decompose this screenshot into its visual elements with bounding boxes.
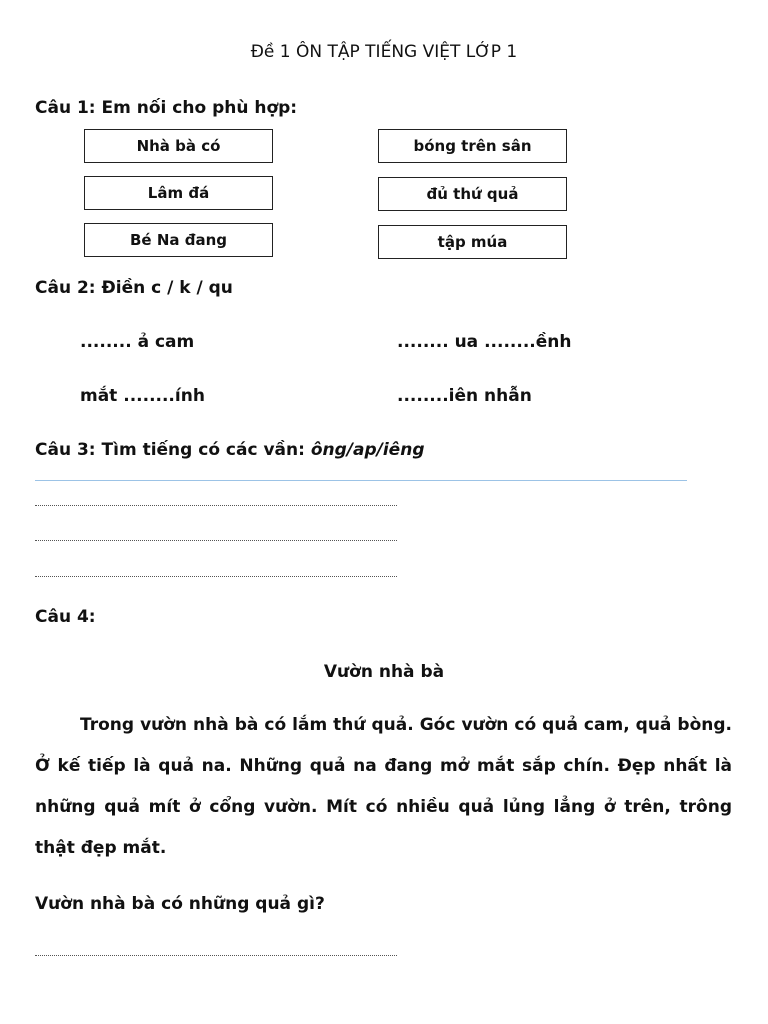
match-right-box-3: tập múa bbox=[378, 225, 567, 259]
story-title: Vườn nhà bà bbox=[323, 662, 445, 682]
question-2-label: Câu 2: Điền c / k / qu bbox=[35, 278, 233, 298]
match-left-box-1: Nhà bà có bbox=[84, 129, 273, 163]
story-paragraph bbox=[35, 705, 732, 869]
fill-blank-item-2: ........ ua ........ềnh bbox=[397, 332, 572, 352]
answer-line-1 bbox=[35, 505, 397, 506]
answer-line-4 bbox=[35, 955, 397, 956]
answer-line-3 bbox=[35, 576, 397, 577]
question-3-text: Câu 3: Tìm tiếng có các vần: bbox=[35, 440, 311, 460]
match-right-box-1: bóng trên sân bbox=[378, 129, 567, 163]
page-title: Đề 1 ÔN TẬP TIẾNG VIỆT LỚP 1 bbox=[250, 42, 518, 62]
match-left-box-3: Bé Na đang bbox=[84, 223, 273, 257]
match-right-box-2: đủ thứ quả bbox=[378, 177, 567, 211]
question-4-label: Câu 4: bbox=[35, 607, 96, 627]
question-1-label: Câu 1: Em nối cho phù hợp: bbox=[35, 98, 298, 118]
answer-line-2 bbox=[35, 540, 397, 541]
fill-blank-item-1: ........ ả cam bbox=[80, 332, 195, 352]
fill-blank-item-3: mắt ........ính bbox=[80, 386, 205, 406]
match-left-box-2: Lâm đá bbox=[84, 176, 273, 210]
question-4-prompt: Vườn nhà bà có những quả gì? bbox=[35, 894, 325, 914]
guide-line bbox=[35, 480, 687, 481]
question-3-label bbox=[35, 440, 424, 460]
question-3-vowels: ông/ap/iêng bbox=[310, 440, 425, 460]
story-text: Trong vườn nhà bà có lắm thứ quả. Góc vườn có quả cam, quả bòng. Ở kế tiếp là quả na. Những quả na đang mở mắt sắp chín. Đẹp nhất là những quả mít ở cổng vườn. Mít có nhiều quả lủng lẳng ở trên, trông thật đẹp mắt. bbox=[35, 715, 732, 858]
fill-blank-item-4: ........iên nhẫn bbox=[397, 386, 532, 406]
